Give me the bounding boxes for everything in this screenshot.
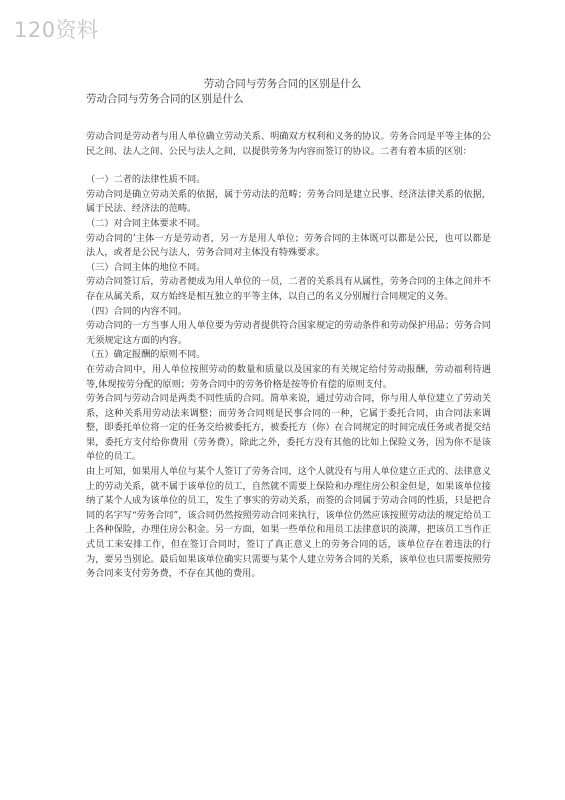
paragraph: 劳动合同是确立劳动关系的依据，属于劳动法的范畴；劳务合同是建立民事、经济法律关系的依据，属于民法、经济法的范畴。	[86, 188, 491, 215]
document-subtitle: 劳动合同与劳务合同的区别是什么	[86, 93, 244, 105]
watermark-logo: 120资料	[14, 18, 99, 42]
paragraph: 劳动合同的一方当事人用人单位要为劳动者提供符合国家规定的劳动条件和劳动保护用品；劳务合同无须规定这方面的内容。	[86, 320, 491, 346]
paragraph: 在劳动合同中，用人单位按照劳动的数量和质量以及国家的有关规定给付劳动报酬，劳动福利待遇等,体现按劳分配的原则；劳务合同中的劳务价格是按等价有偿的原则支付。	[86, 363, 491, 390]
section-heading-2: （二）对合同主体要求不同。	[86, 217, 206, 229]
document-title: 劳动合同与劳务合同的区别是什么	[203, 78, 362, 90]
paragraph-intro: 劳动合同是劳动者与用人单位确立劳动关系、明确双方权利和义务的协议。劳务合同是平等主体的公民之间、法人之间、公民与法人之间，以提供劳务为内容而签订的协议。二者有着本质的区别：	[86, 131, 491, 157]
section-heading-5: （五）确定报酬的原则不同。	[86, 349, 206, 361]
section-heading-4: （四）合同的内容不同。	[86, 305, 188, 317]
section-heading-1: （一）二者的法律性质不同。	[86, 174, 206, 186]
paragraph: 由上可知，如果用人单位与某个人签订了劳务合同，这个人就没有与用人单位建立正式的、法律意义上的劳动关系，就不属于该单位的员工，自然就不需要上保险和办理住房公积金但是，如果该单位接纳了某个人成为该单位的员工，发生了事实的劳动关系，而签的合同属于劳动合同的性质，只是把合同的名字写“劳务合同”，该合同仍然按照劳动合同来执行，该单位仍然应该按照劳动法的规定给员工上各种保险，办理住房公积金。另一方面，如果一些单位和用员工法律意识的淡薄，把该员工当作正式员工来安排工作，但在签订合同时，签订了真正意义上的劳务合同的话，该单位存在着违法的行为，要另当别论。最后如果该单位确实只需要与某个人建立劳务合同的关系，该单位也只需要按照劳务合同来支付劳务费，不存在其他的费用。	[86, 466, 491, 580]
document-body	[86, 130, 491, 582]
paragraph: 劳动合同的’主体一方是劳动者，另一方是用人单位；劳务合同的主体既可以都是公民，也可以都是法人，或者是公民与法人，劳务合同对主体没有特殊要求。	[86, 232, 491, 259]
section-heading-3: （三）合同主体的地位不同。	[86, 261, 206, 273]
paragraph: 劳动合同签订后，劳动者便成为用人单位的一员，二者的关系具有从属性，劳务合同的主体之间并不存在从属关系，双方始终是相互独立的平等主体，以自己的名义分别履行合同规定的义务。	[86, 276, 491, 302]
paragraph: 劳务合同与劳动合同是两类不同性质的合同。简单来说，通过劳动合同，你与用人单位建立了劳动关系，这种关系用劳动法来调整；而劳务合同则是民事合同的一种，它属于委托合同，由合同法来调整，即委托单位将一定的任务交给被委托方，被委托方（你）在合同规定的时间完成任务或者提交结果，委托方支付给你费用（劳务费），除此之外，委托方没有其他的比如上保险义务，因为你不是该单位的员工。	[86, 393, 491, 463]
